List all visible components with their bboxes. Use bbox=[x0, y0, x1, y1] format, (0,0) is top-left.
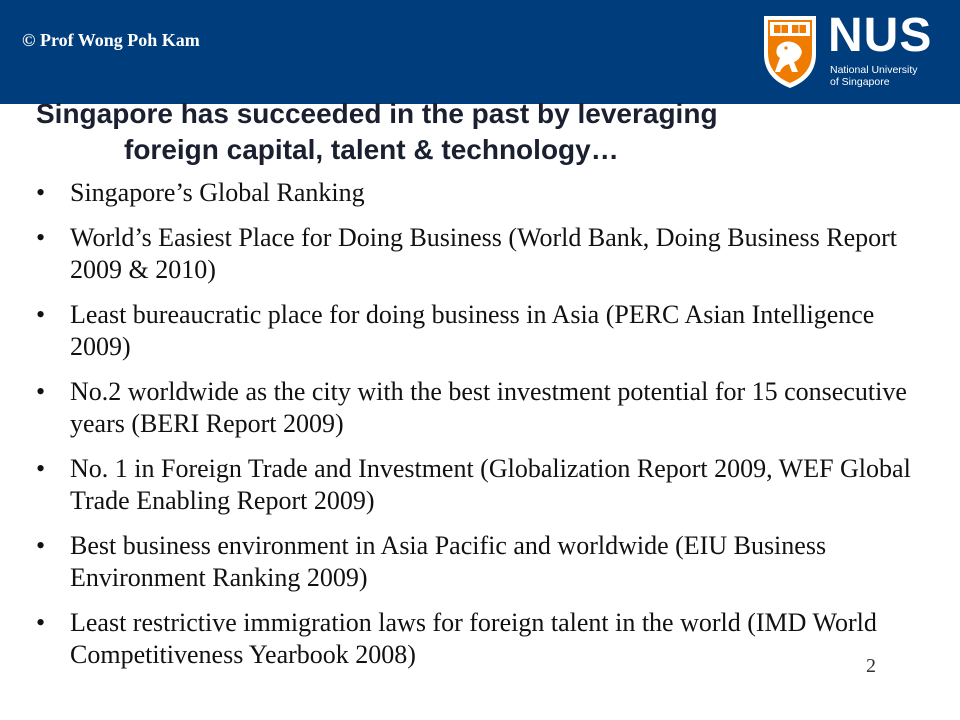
bullet-icon: • bbox=[36, 178, 46, 207]
logo-subtitle bbox=[830, 64, 918, 88]
bullet-text: World’s Easiest Place for Doing Business (World Bank, Doing Business Report 2009 & 2010) bbox=[70, 223, 898, 284]
list-item bbox=[36, 222, 916, 286]
bullet-icon: • bbox=[36, 223, 46, 252]
nus-crest-icon bbox=[762, 14, 818, 90]
logo-subtitle-line2: of Singapore bbox=[830, 76, 890, 88]
bullet-text: Least bureaucratic place for doing business in Asia (PERC Asian Intelligence 2009) bbox=[70, 300, 875, 361]
list-item bbox=[36, 177, 916, 209]
bullet-icon: • bbox=[36, 377, 46, 406]
bullet-text: Least restrictive immigration laws for foreign talent in the world (IMD World Competitiveness Yearbook 2008) bbox=[70, 608, 877, 669]
list-item bbox=[36, 376, 916, 440]
slide-title-line1: Singapore has succeeded in the past by leveraging bbox=[36, 98, 718, 129]
bullet-icon: • bbox=[36, 454, 46, 483]
list-item bbox=[36, 607, 916, 671]
list-item bbox=[36, 299, 916, 363]
bullet-icon: • bbox=[36, 608, 46, 637]
logo-subtitle-line1: National University bbox=[830, 64, 918, 76]
logo-wordmark: NUS bbox=[828, 9, 933, 62]
page-number: 2 bbox=[866, 655, 876, 677]
bullet-text: Singapore’s Global Ranking bbox=[70, 178, 365, 207]
bullet-icon: • bbox=[36, 300, 46, 329]
header-banner bbox=[0, 0, 960, 104]
nus-logo bbox=[762, 9, 933, 94]
slide-title-line2: foreign capital, talent & technology… bbox=[124, 134, 619, 165]
bullet-list bbox=[36, 177, 916, 684]
list-item bbox=[36, 453, 916, 517]
list-item bbox=[36, 530, 916, 594]
bullet-text: No.2 worldwide as the city with the best investment potential for 15 consecutive years (BERI Report 2009) bbox=[70, 377, 907, 438]
bullet-text: Best business environment in Asia Pacific and worldwide (EIU Business Environment Ranking 2009) bbox=[70, 531, 827, 592]
bullet-icon: • bbox=[36, 531, 46, 560]
copyright-text: © Prof Wong Poh Kam bbox=[22, 30, 200, 50]
slide-title bbox=[36, 96, 916, 168]
bullet-text: No. 1 in Foreign Trade and Investment (Globalization Report 2009, WEF Global Trade Enabling Report 2009) bbox=[70, 454, 911, 515]
